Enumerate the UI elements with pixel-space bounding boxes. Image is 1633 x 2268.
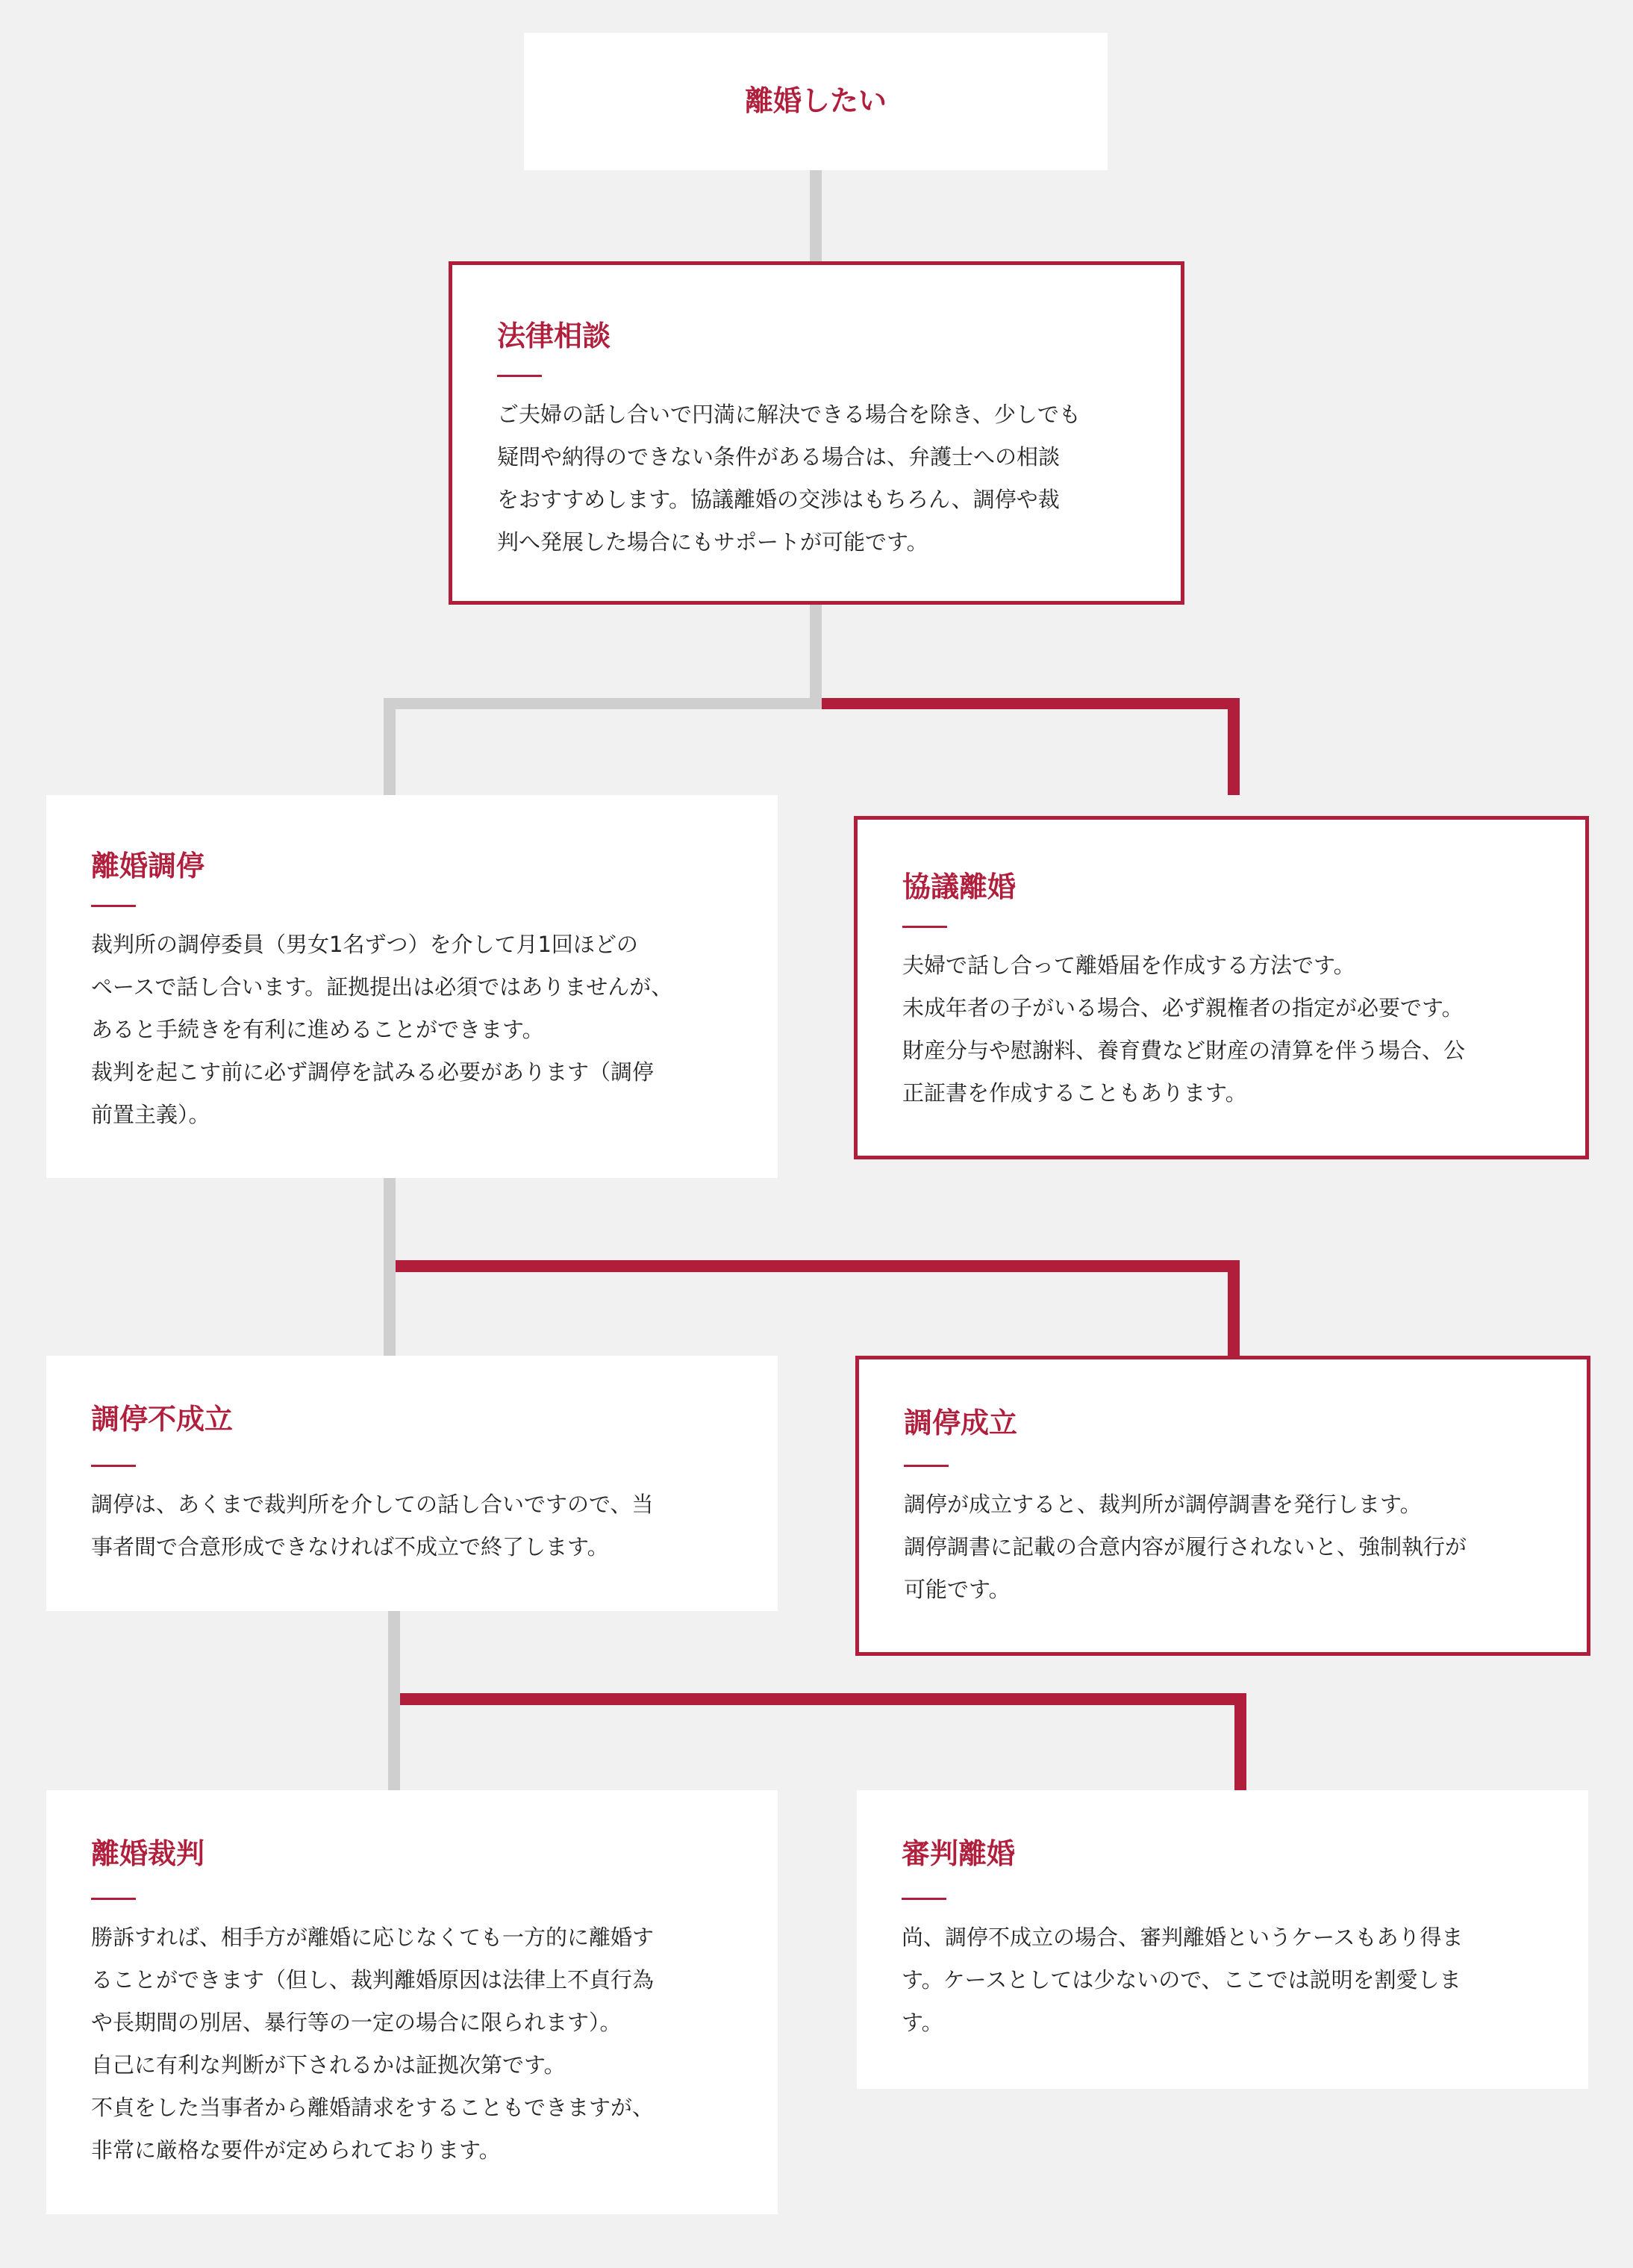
mediation-title: 離婚調停 bbox=[91, 850, 205, 882]
judgment-divorce-text: 尚、調停不成立の場合、審判離婚というケースもあり得ま す。ケースとしては少ないので、ここでは説明を割愛しま す。 bbox=[902, 1925, 1464, 2035]
connector-failed-down bbox=[388, 1611, 400, 1790]
connector-to-judgment bbox=[1234, 1693, 1246, 1790]
agreement-title: 協議離婚 bbox=[902, 870, 1017, 903]
title-underline bbox=[91, 1465, 136, 1467]
title-underline bbox=[902, 926, 947, 928]
mediation-failed-box bbox=[46, 1356, 778, 1611]
agreement-box bbox=[854, 816, 1589, 1159]
legal-consultation-box bbox=[449, 261, 1184, 605]
connector-to-success bbox=[1228, 1260, 1240, 1356]
mediation-box bbox=[46, 795, 778, 1178]
agreement-text: 夫婦で話し合って離婚届を作成する方法です。 未成年者の子がいる場合、必ず親権者の指定が必要です。 財産分与や慰謝料、養育費など財産の清算を伴う場合、公 正証書を作成することもあります。 bbox=[902, 953, 1466, 1106]
start-title: 離婚したい bbox=[744, 84, 887, 117]
judgment-divorce-title: 審判離婚 bbox=[902, 1837, 1016, 1870]
connector-legal-down bbox=[810, 605, 822, 709]
connector-branch-judgment bbox=[400, 1693, 1246, 1705]
connector-branch-right bbox=[822, 698, 1240, 709]
connector-branch-success bbox=[396, 1260, 1240, 1272]
mediation-success-title: 調停成立 bbox=[904, 1406, 1018, 1439]
mediation-failed-text: 調停は、あくまで裁判所を介しての話し合いですので、当 事者間で合意形成できなければ不成立で終了します。 bbox=[91, 1492, 654, 1560]
mediation-failed-title: 調停不成立 bbox=[91, 1403, 234, 1436]
connector-to-mediation bbox=[384, 698, 396, 795]
connector-mediation-down bbox=[384, 1178, 396, 1356]
connector-branch-left bbox=[384, 698, 822, 709]
title-underline bbox=[904, 1465, 949, 1467]
title-underline bbox=[91, 905, 136, 907]
start-box bbox=[524, 33, 1108, 170]
divorce-trial-title: 離婚裁判 bbox=[91, 1837, 205, 1870]
divorce-trial-text: 勝訴すれば、相手方が離婚に応じなくても一方的に離婚す ることができます（但し、裁判離婚原因は法律上不貞行為 や長期間の別居、暴行等の一定の場合に限られます）。 自己に有利な判断が下されるかは証拠次第です。 不貞をした当事者から離婚請求をすることもできますが、 非常に厳格な要件が定められております。 bbox=[91, 1925, 655, 2163]
judgment-divorce-box bbox=[857, 1790, 1588, 2089]
legal-consultation-text: ご夫婦の話し合いで円満に解決できる場合を除き、少しでも 疑問や納得のできない条件がある場合は、弁護士への相談 をおすすめします。協議離婚の交渉はもちろん、調停や裁 判へ発展した場合にもサポートが可能です。 bbox=[497, 402, 1081, 555]
mediation-success-text: 調停が成立すると、裁判所が調停調書を発行します。 調停調書に記載の合意内容が履行されないと、強制執行が 可能です。 bbox=[904, 1492, 1467, 1602]
divorce-trial-box bbox=[46, 1790, 778, 2214]
connector-to-agreement bbox=[1228, 698, 1240, 795]
title-underline bbox=[902, 1898, 946, 1900]
title-underline bbox=[91, 1898, 136, 1900]
connector-top-to-legal bbox=[810, 170, 822, 261]
legal-consultation-title: 法律相談 bbox=[497, 320, 611, 352]
mediation-text: 裁判所の調停委員（男女1名ずつ）を介して月1回ほどの ペースで話し合います。証拠提出は必須ではありませんが、 あると手続きを有利に進めることができます。 裁判を起こす前に必ず調停を試みる必要があります（調停 前置主義）。 bbox=[91, 932, 673, 1127]
title-underline bbox=[497, 375, 542, 377]
mediation-success-box bbox=[855, 1356, 1590, 1656]
